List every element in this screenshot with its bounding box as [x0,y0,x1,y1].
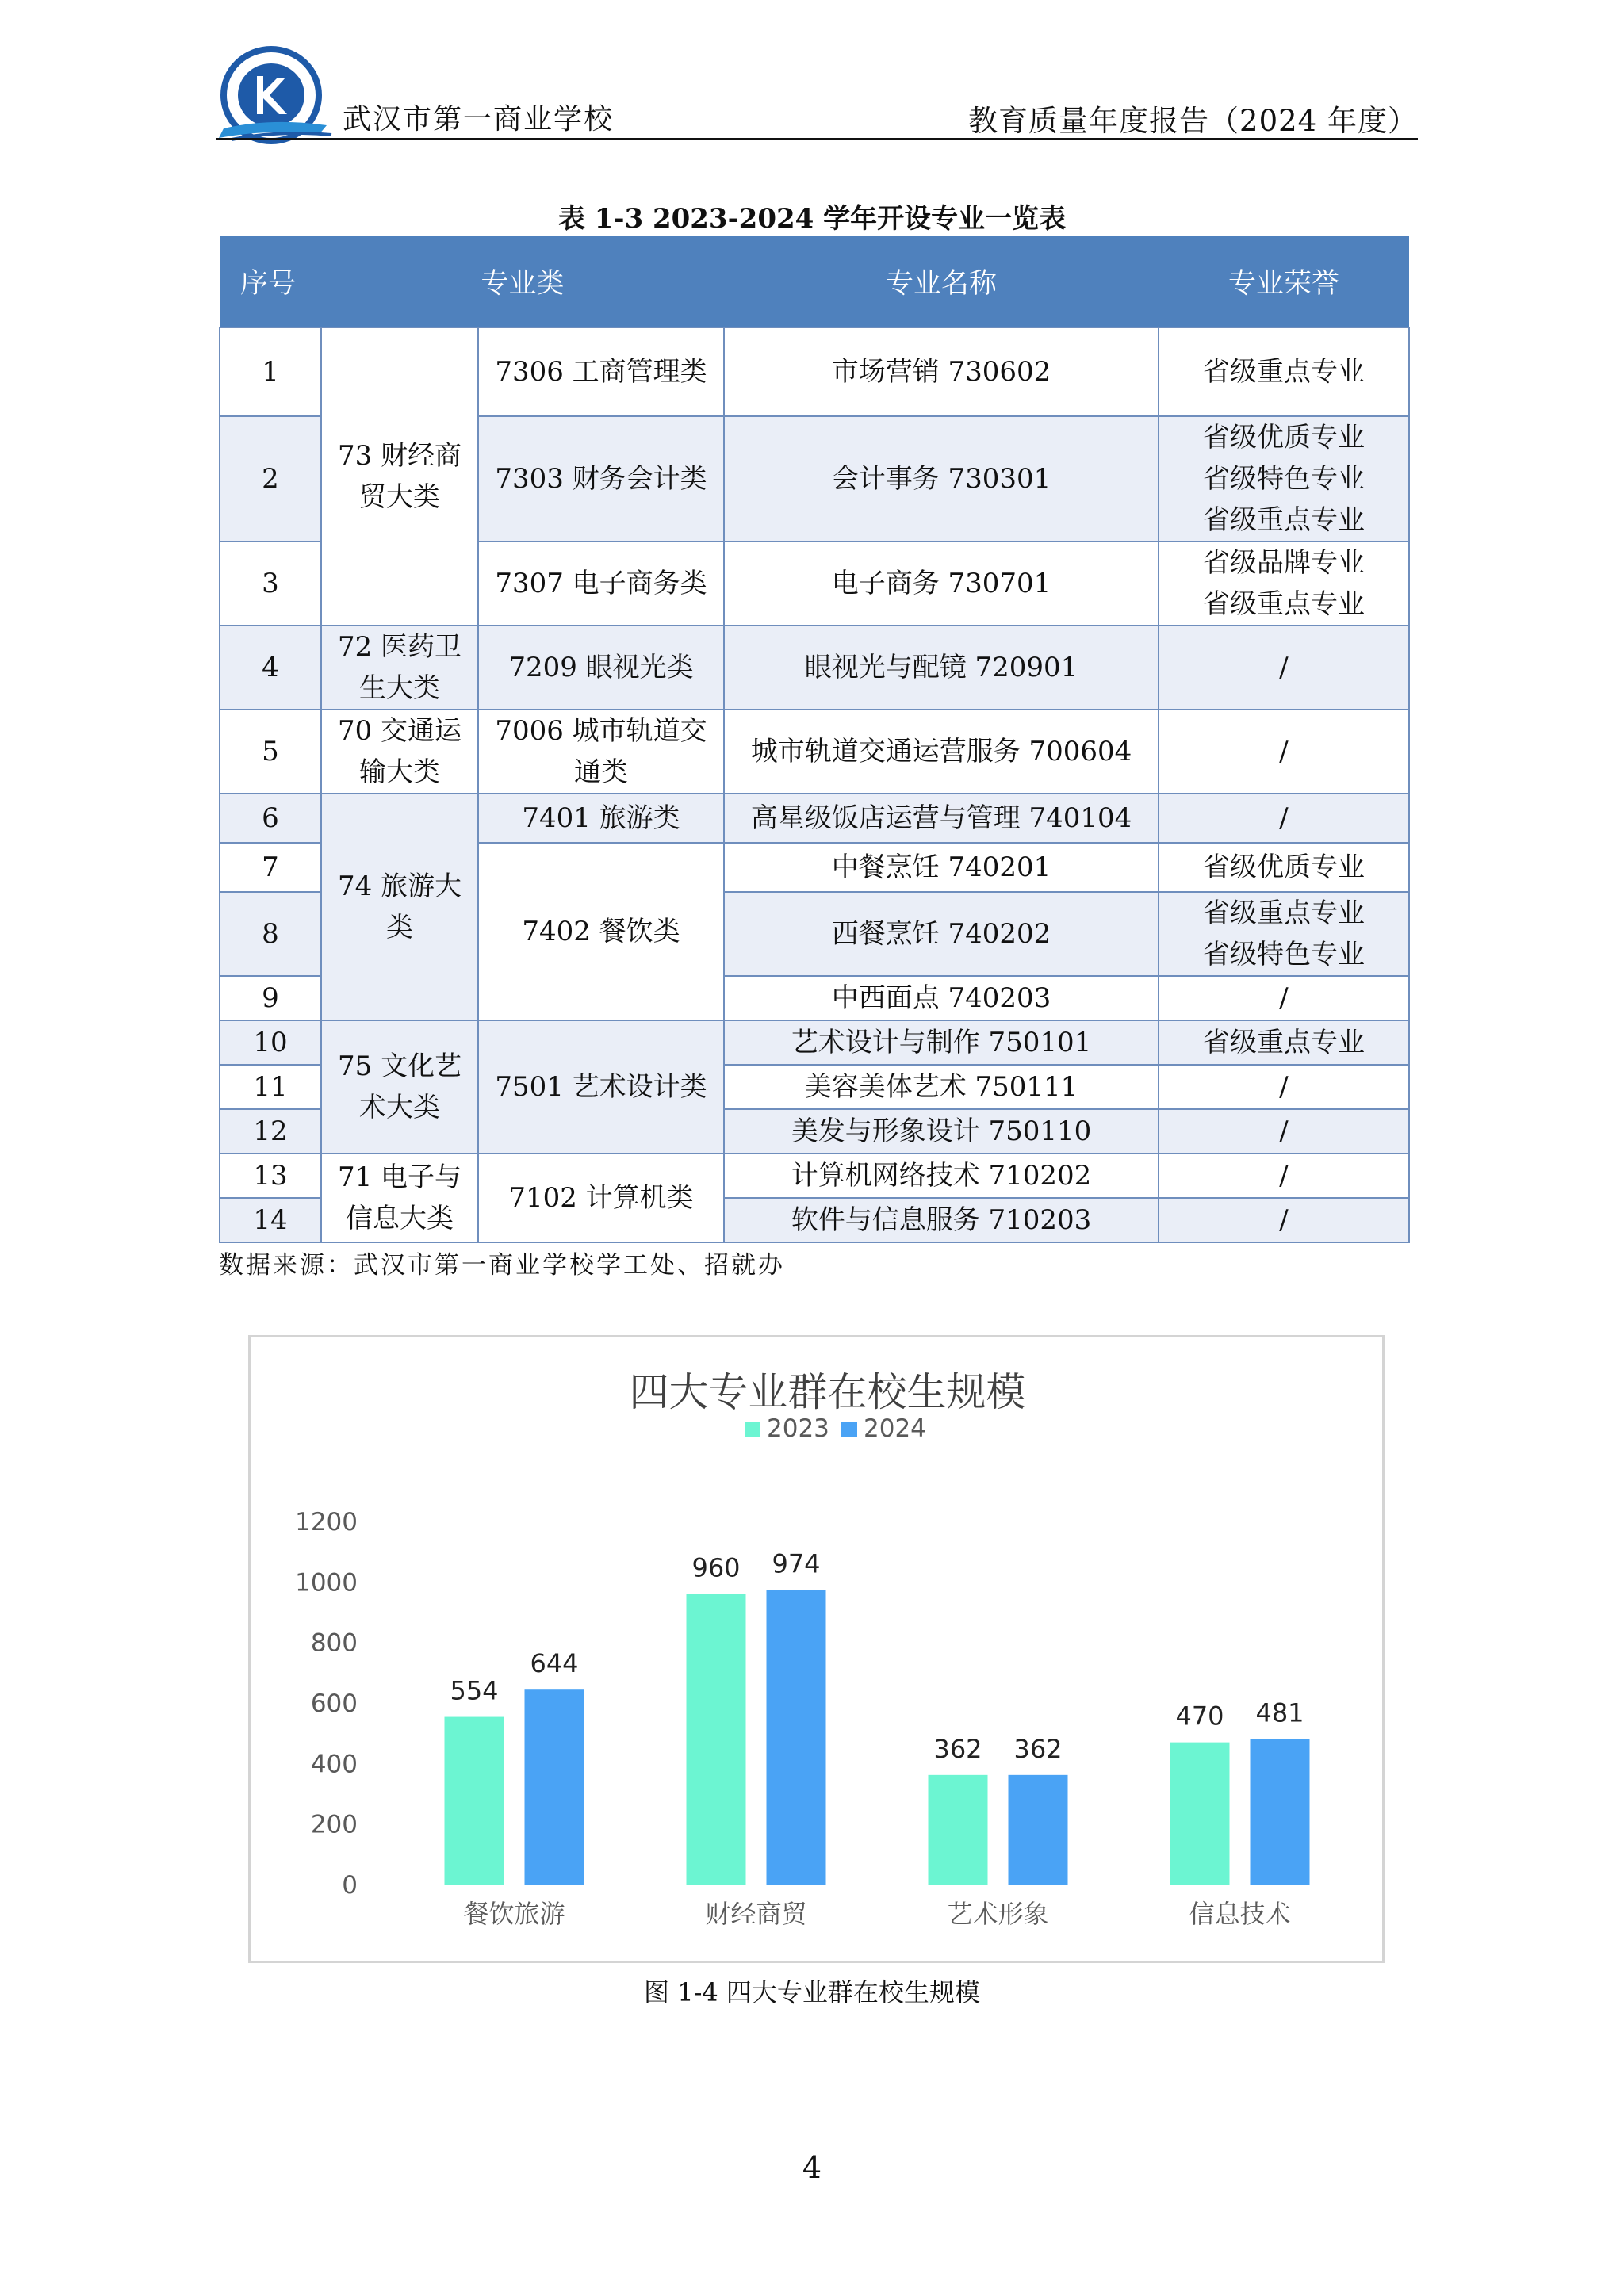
honor-cell: 省级重点专业 [1159,327,1409,416]
data-label: 481 [1255,1697,1304,1728]
major-name: 会计事务 730301 [724,416,1159,541]
row-no: 2 [220,416,321,541]
row-no: 12 [220,1109,321,1154]
group-cell: 70 交通运输大类 [321,710,478,794]
x-tick-label: 信息技术 [1189,1899,1291,1929]
major-name: 市场营销 730602 [724,327,1159,416]
data-label: 470 [1175,1701,1224,1732]
group-cell: 73 财经商贸大类 [321,327,478,626]
honor-cell: 省级品牌专业 省级重点专业 [1159,541,1409,626]
data-source-note: 数据来源：武汉市第一商业学校学工处、招就办 [219,1251,785,1280]
major-name: 西餐烹饪 740202 [724,892,1159,976]
bar-2024-3 [1251,1739,1310,1885]
y-tick-label: 400 [310,1750,358,1779]
subgroup-cell: 7303 财务会计类 [478,416,724,541]
major-name: 美容美体艺术 750111 [724,1065,1159,1109]
data-label: 644 [530,1648,579,1679]
honor-cell: 省级优质专业 [1159,843,1409,892]
group-cell: 74 旅游大类 [321,794,478,1020]
major-name: 艺术设计与制作 750101 [724,1020,1159,1065]
y-tick-label: 600 [310,1689,358,1718]
subgroup-cell: 7306 工商管理类 [478,327,724,416]
table-row [220,794,1409,843]
major-name: 眼视光与配镜 720901 [724,626,1159,710]
y-tick-label: 800 [310,1628,358,1658]
honor-cell: / [1159,976,1409,1020]
chart-frame [248,1335,1385,1963]
row-no: 5 [220,710,321,794]
table-row [220,1020,1409,1065]
major-name: 电子商务 730701 [724,541,1159,626]
header-no: 序号 [220,236,321,327]
table-caption: 表 1-3 2023-2024 学年开设专业一览表 [557,203,1067,235]
table-header-row [220,236,1409,327]
row-no: 13 [220,1154,321,1198]
subgroup-cell: 7307 电子商务类 [478,541,724,626]
honor-cell: 省级优质专业 省级特色专业 省级重点专业 [1159,416,1409,541]
x-tick-label: 餐饮旅游 [463,1899,565,1929]
row-no: 8 [220,892,321,976]
data-label: 362 [1013,1733,1063,1764]
group-cell: 75 文化艺术大类 [321,1020,478,1154]
major-name: 中餐烹饪 740201 [724,843,1159,892]
row-no: 4 [220,626,321,710]
x-tick-label: 财经商贸 [705,1899,807,1929]
page-number: 4 [802,2150,822,2185]
honor-cell: 省级重点专业 省级特色专业 [1159,892,1409,976]
row-no: 3 [220,541,321,626]
row-no: 11 [220,1065,321,1109]
majors-table [219,236,1410,1243]
subgroup-cell: 7401 旅游类 [478,794,724,843]
major-name: 计算机网络技术 710202 [724,1154,1159,1198]
x-tick-label: 艺术形象 [947,1899,1049,1929]
major-name: 高星级饭店运营与管理 740104 [724,794,1159,843]
legend-swatch-2024 [841,1422,857,1437]
chart-title: 四大专业群在校生规模 [629,1369,1026,1415]
bar-chart [251,1337,1382,1961]
bar-2024-0 [525,1689,584,1885]
subgroup-cell: 7102 计算机类 [478,1154,724,1242]
school-logo [216,46,335,149]
legend-swatch-2023 [745,1422,760,1437]
honor-cell: / [1159,710,1409,794]
header-honor: 专业荣誉 [1159,236,1409,327]
major-name: 美发与形象设计 750110 [724,1109,1159,1154]
data-label: 362 [933,1733,982,1764]
figure-caption: 图 1-4 四大专业群在校生规模 [644,1977,980,2007]
major-name: 中西面点 740203 [724,976,1159,1020]
honor-cell: / [1159,1065,1409,1109]
report-title: 教育质量年度报告（2024 年度） [968,104,1418,138]
subgroup-cell: 7501 艺术设计类 [478,1020,724,1154]
y-tick-label: 1000 [295,1568,358,1598]
honor-cell: / [1159,1154,1409,1198]
header-major-name: 专业名称 [724,236,1159,327]
header-rule [216,138,1418,140]
legend-label-2023: 2023 [767,1414,829,1443]
major-name: 城市轨道交通运营服务 700604 [724,710,1159,794]
legend-label-2024: 2024 [864,1414,926,1443]
honor-cell: / [1159,1198,1409,1242]
page-header [216,46,1418,140]
honor-cell: / [1159,626,1409,710]
bar-2023-1 [687,1594,746,1885]
data-label: 554 [450,1675,499,1706]
y-tick-label: 200 [310,1810,358,1839]
row-no: 10 [220,1020,321,1065]
bar-2023-3 [1170,1743,1230,1885]
group-cell: 71 电子与信息大类 [321,1154,478,1242]
row-no: 7 [220,843,321,892]
subgroup-cell: 7006 城市轨道交通类 [478,710,724,794]
group-cell: 72 医药卫生大类 [321,626,478,710]
bar-2024-2 [1009,1775,1068,1885]
table-row [220,327,1409,416]
honor-cell: / [1159,794,1409,843]
table-row [220,1154,1409,1198]
honor-cell: / [1159,1109,1409,1154]
row-no: 6 [220,794,321,843]
subgroup-cell: 7209 眼视光类 [478,626,724,710]
data-label: 960 [691,1552,741,1583]
y-tick-label: 0 [342,1871,358,1900]
data-label: 974 [772,1548,821,1579]
y-tick-label: 1200 [295,1508,358,1536]
honor-cell: 省级重点专业 [1159,1020,1409,1065]
bar-2023-2 [929,1775,988,1885]
table-row [220,710,1409,794]
row-no: 9 [220,976,321,1020]
school-name: 武汉市第一商业学校 [343,103,615,136]
header-category: 专业类 [321,236,724,327]
bar-2023-0 [445,1717,504,1885]
subgroup-cell: 7402 餐饮类 [478,843,724,1020]
major-name: 软件与信息服务 710203 [724,1198,1159,1242]
row-no: 14 [220,1198,321,1242]
row-no: 1 [220,327,321,416]
table-row [220,626,1409,710]
bar-2024-1 [767,1590,826,1885]
